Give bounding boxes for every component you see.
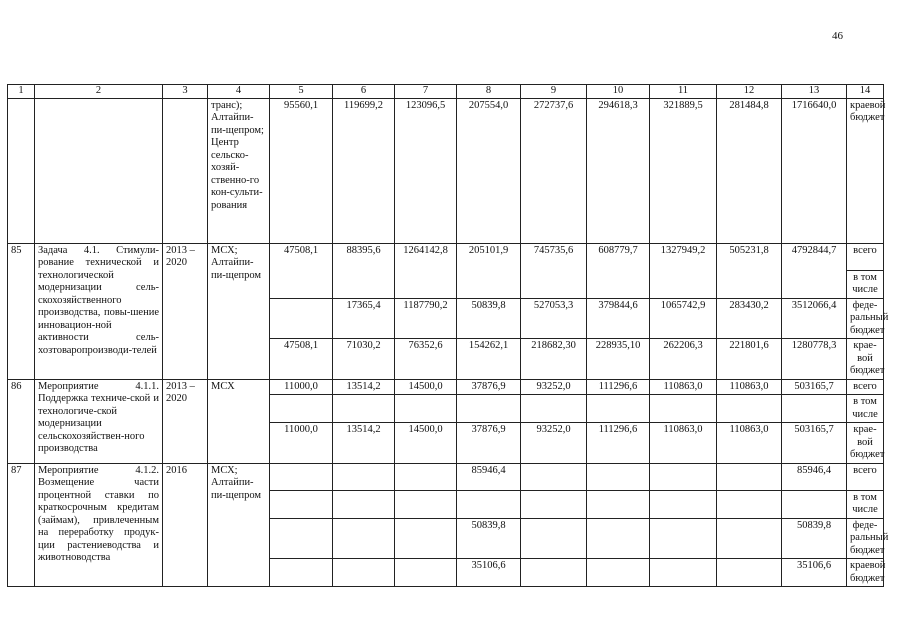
- value-cell: [521, 518, 587, 559]
- value-cell: 110863,0: [717, 379, 782, 395]
- value-cell: 88395,6: [333, 243, 395, 298]
- funding-source: в том числе: [847, 395, 884, 423]
- column-number: 8: [457, 85, 521, 99]
- value-cell: [521, 559, 587, 587]
- value-cell: 110863,0: [650, 423, 717, 464]
- value-cell: 50839,8: [782, 518, 847, 559]
- item-name: Мероприятие 4.1.2. Возмещение части процентной ставки по краткосрочным кредитам (займам), привлеченным на переработку продук-ции растениеводства и животноводства: [35, 463, 163, 587]
- value-cell: [270, 518, 333, 559]
- value-cell: 71030,2: [333, 339, 395, 380]
- value-cell: 11000,0: [270, 379, 333, 395]
- column-number: 10: [587, 85, 650, 99]
- table-row: [8, 379, 884, 395]
- executor-cell: МСХ: [208, 379, 270, 463]
- value-cell: [270, 298, 333, 339]
- value-cell: 3512066,4: [782, 298, 847, 339]
- budget-table: [7, 84, 889, 587]
- funding-source: в том числе: [847, 490, 884, 518]
- executor-cell: МСХ; Алтайпи-пи-щепром: [208, 463, 270, 587]
- value-cell: 35106,6: [782, 559, 847, 587]
- value-cell: 13514,2: [333, 379, 395, 395]
- value-cell: 503165,7: [782, 423, 847, 464]
- value-cell: 262206,3: [650, 339, 717, 380]
- funding-source: всего: [847, 379, 884, 395]
- column-number: 9: [521, 85, 587, 99]
- value-cell: 85946,4: [782, 463, 847, 490]
- value-cell: 294618,3: [587, 98, 650, 243]
- value-cell: [717, 463, 782, 490]
- funding-source: всего: [847, 243, 884, 270]
- value-cell: 93252,0: [521, 379, 587, 395]
- value-cell: [521, 463, 587, 490]
- column-number-row: [8, 85, 884, 99]
- value-cell: 608779,7: [587, 243, 650, 298]
- value-cell: [333, 518, 395, 559]
- value-cell: 85946,4: [457, 463, 521, 490]
- value-cell: 17365,4: [333, 298, 395, 339]
- value-cell: [650, 559, 717, 587]
- table-row: [8, 98, 884, 243]
- value-cell: 1187790,2: [395, 298, 457, 339]
- value-cell: 37876,9: [457, 423, 521, 464]
- value-cell: 111296,6: [587, 379, 650, 395]
- column-number: 11: [650, 85, 717, 99]
- value-cell: [270, 559, 333, 587]
- funding-source: крае-вой бюджет: [847, 423, 884, 464]
- value-cell: 111296,6: [587, 423, 650, 464]
- period-cell: 2016: [163, 463, 208, 587]
- page-number: 46: [832, 30, 843, 42]
- column-number: 6: [333, 85, 395, 99]
- column-number: 13: [782, 85, 847, 99]
- table-row: [8, 463, 884, 490]
- value-cell: 503165,7: [782, 379, 847, 395]
- value-cell: 154262,1: [457, 339, 521, 380]
- value-cell: 47508,1: [270, 339, 333, 380]
- value-cell: 505231,8: [717, 243, 782, 298]
- value-cell: 379844,6: [587, 298, 650, 339]
- value-cell: 1065742,9: [650, 298, 717, 339]
- value-cell: 281484,8: [717, 98, 782, 243]
- table-row: [8, 243, 884, 270]
- column-number: 2: [35, 85, 163, 99]
- value-cell: 745735,6: [521, 243, 587, 298]
- value-cell: 221801,6: [717, 339, 782, 380]
- funding-source: феде-ральный бюджет: [847, 518, 884, 559]
- value-cell: [395, 559, 457, 587]
- value-cell: 76352,6: [395, 339, 457, 380]
- funding-source: краевой бюджет: [847, 559, 884, 587]
- column-number: 7: [395, 85, 457, 99]
- value-cell: [650, 463, 717, 490]
- value-cell: [333, 559, 395, 587]
- funding-source: краевой бюджет: [847, 98, 884, 243]
- column-number: 1: [8, 85, 35, 99]
- row-number: 86: [8, 379, 35, 463]
- value-cell: 4792844,7: [782, 243, 847, 298]
- value-cell: 13514,2: [333, 423, 395, 464]
- value-cell: 1264142,8: [395, 243, 457, 298]
- value-cell: [270, 463, 333, 490]
- funding-source: всего: [847, 463, 884, 490]
- value-cell: 14500,0: [395, 379, 457, 395]
- column-number: 5: [270, 85, 333, 99]
- value-cell: 228935,10: [587, 339, 650, 380]
- row-number: 85: [8, 243, 35, 379]
- value-cell: 218682,30: [521, 339, 587, 380]
- column-number: 3: [163, 85, 208, 99]
- funding-source: феде-ральный бюджет: [847, 298, 884, 339]
- column-number: 14: [847, 85, 884, 99]
- executor-cell: МСХ; Алтайпи-пи-щепром: [208, 243, 270, 379]
- value-cell: 123096,5: [395, 98, 457, 243]
- funding-source: в том числе: [847, 270, 884, 298]
- value-cell: [587, 518, 650, 559]
- value-cell: [717, 559, 782, 587]
- value-cell: 14500,0: [395, 423, 457, 464]
- value-cell: [395, 518, 457, 559]
- value-cell: 1327949,2: [650, 243, 717, 298]
- value-cell: 110863,0: [717, 423, 782, 464]
- column-number: 4: [208, 85, 270, 99]
- value-cell: 110863,0: [650, 379, 717, 395]
- value-cell: 11000,0: [270, 423, 333, 464]
- value-cell: [333, 463, 395, 490]
- period-cell: 2013 – 2020: [163, 379, 208, 463]
- value-cell: [587, 463, 650, 490]
- value-cell: [587, 559, 650, 587]
- value-cell: 50839,8: [457, 518, 521, 559]
- funding-source: крае-вой бюджет: [847, 339, 884, 380]
- value-cell: 47508,1: [270, 243, 333, 298]
- value-cell: [717, 518, 782, 559]
- row-number: 87: [8, 463, 35, 587]
- value-cell: [650, 518, 717, 559]
- value-cell: 35106,6: [457, 559, 521, 587]
- value-cell: 93252,0: [521, 423, 587, 464]
- item-name: Мероприятие 4.1.1. Поддержка техниче-ской и технологиче-ской модернизации сельскохозяйствен-ного производства: [35, 379, 163, 463]
- column-number: 12: [717, 85, 782, 99]
- value-cell: [395, 463, 457, 490]
- value-cell: 1716640,0: [782, 98, 847, 243]
- period-cell: 2013 – 2020: [163, 243, 208, 379]
- value-cell: 50839,8: [457, 298, 521, 339]
- value-cell: 272737,6: [521, 98, 587, 243]
- value-cell: 321889,5: [650, 98, 717, 243]
- item-name: Задача 4.1. Стимули-рование технической и технологической модернизации сель-скохозяйственного производства, повы-шение инновацион-ной активности сель-хозтоваропроизводи-телей: [35, 243, 163, 379]
- value-cell: 207554,0: [457, 98, 521, 243]
- value-cell: 1280778,3: [782, 339, 847, 380]
- value-cell: 119699,2: [333, 98, 395, 243]
- value-cell: 527053,3: [521, 298, 587, 339]
- value-cell: 205101,9: [457, 243, 521, 298]
- value-cell: 283430,2: [717, 298, 782, 339]
- value-cell: 37876,9: [457, 379, 521, 395]
- value-cell: 95560,1: [270, 98, 333, 243]
- executor-cell: транс); Алтайпи-пи-щепром; Центр сельско-хозяй-ственно-го кон-сульти-рования: [208, 98, 270, 243]
